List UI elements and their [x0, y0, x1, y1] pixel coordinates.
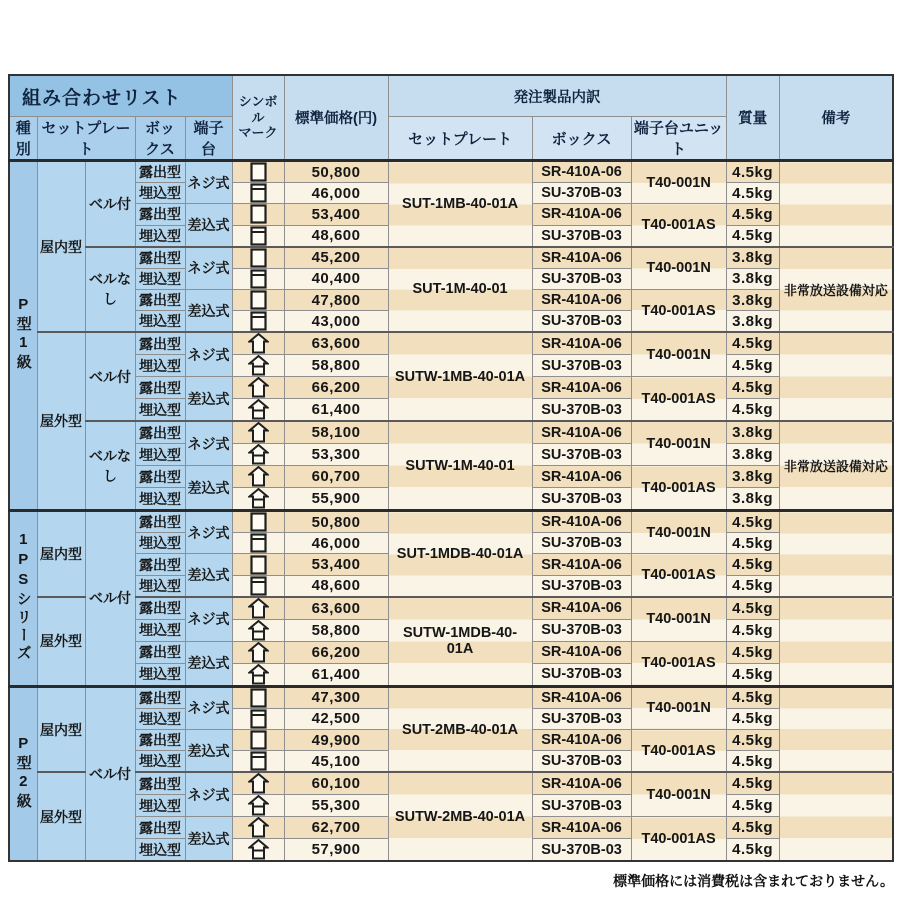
weight-cell: 3.8kg: [726, 421, 779, 444]
terminal-type-cell: ネジ式: [185, 421, 232, 466]
price-cell: 60,100: [284, 772, 388, 795]
box-type-cell: 埋込型: [135, 311, 185, 333]
box-type-cell: 露出型: [135, 554, 185, 575]
box-type-cell: 埋込型: [135, 268, 185, 289]
box-type-cell: 露出型: [135, 466, 185, 488]
box-type-cell: 露出型: [135, 511, 185, 533]
location-cell: 屋外型: [37, 332, 85, 511]
box-type-cell: 埋込型: [135, 619, 185, 641]
order-box-cell: SR-410A-06: [532, 511, 631, 533]
price-cell: 45,100: [284, 751, 388, 773]
house-symbol-icon: [248, 598, 269, 619]
order-box-cell: SR-410A-06: [532, 730, 631, 751]
order-box-cell: SR-410A-06: [532, 686, 631, 708]
price-cell: 46,000: [284, 533, 388, 554]
order-box-cell: SR-410A-06: [532, 772, 631, 795]
price-cell: 55,900: [284, 488, 388, 511]
terminal-type-cell: 差込式: [185, 554, 232, 597]
weight-cell: 3.8kg: [726, 247, 779, 269]
section-type-cell: [9, 686, 37, 861]
symbol-mark-cell: [232, 708, 284, 729]
terminal-type-cell: ネジ式: [185, 511, 232, 554]
symbol-mark-cell: [232, 641, 284, 663]
section-type-label: P型1級: [14, 296, 32, 373]
order-box-cell: SU-370B-03: [532, 355, 631, 377]
order-box-cell: SR-410A-06: [532, 289, 631, 310]
price-cell: 50,800: [284, 161, 388, 183]
price-cell: 61,400: [284, 663, 388, 686]
box-type-cell: 埋込型: [135, 795, 185, 817]
order-set-plate-cell: SUTW-1MB-40-01A: [388, 332, 532, 421]
weight-cell: 4.5kg: [726, 225, 779, 247]
weight-cell: 4.5kg: [726, 641, 779, 663]
weight-cell: 4.5kg: [726, 817, 779, 839]
terminal-unit-cell: T40-001AS: [631, 817, 726, 862]
box-type-cell: 露出型: [135, 817, 185, 839]
weight-cell: 4.5kg: [726, 399, 779, 422]
terminal-unit-cell: T40-001N: [631, 332, 726, 377]
symbol-mark-cell: [232, 225, 284, 247]
box-type-cell: 埋込型: [135, 444, 185, 466]
terminal-unit-cell: T40-001N: [631, 161, 726, 204]
symbol-mark-cell: [232, 183, 284, 204]
square-symbol-icon: [250, 709, 267, 729]
price-cell: 53,400: [284, 554, 388, 575]
square-symbol-icon: [250, 730, 267, 750]
order-box-cell: SR-410A-06: [532, 247, 631, 269]
square-symbol-icon: [250, 226, 267, 246]
symbol-mark-cell: [232, 533, 284, 554]
section-type-label: 1PSシリーズ: [14, 530, 32, 663]
col-header-type: 種別: [9, 117, 37, 161]
weight-cell: 3.8kg: [726, 488, 779, 511]
price-cell: 49,900: [284, 730, 388, 751]
order-box-cell: SU-370B-03: [532, 225, 631, 247]
weight-cell: 4.5kg: [726, 663, 779, 686]
col-header-symbol-mark: [232, 75, 284, 161]
house-symbol-icon: [248, 839, 269, 860]
terminal-unit-cell: T40-001N: [631, 421, 726, 466]
weight-cell: 4.5kg: [726, 772, 779, 795]
weight-cell: 4.5kg: [726, 597, 779, 620]
terminal-unit-cell: T40-001AS: [631, 730, 726, 773]
terminal-unit-cell: T40-001N: [631, 772, 726, 817]
location-cell: 屋外型: [37, 597, 85, 687]
symbol-mark-cell: [232, 399, 284, 422]
symbol-mark-line2: マーク: [238, 125, 278, 141]
symbol-mark-cell: [232, 839, 284, 862]
symbol-mark-cell: [232, 663, 284, 686]
order-box-cell: SU-370B-03: [532, 619, 631, 641]
price-cell: 53,300: [284, 444, 388, 466]
order-box-cell: SR-410A-06: [532, 597, 631, 620]
section-type-cell: [9, 511, 37, 687]
symbol-mark-cell: [232, 247, 284, 269]
weight-cell: 4.5kg: [726, 204, 779, 225]
weight-cell: 4.5kg: [726, 575, 779, 597]
price-cell: 50,800: [284, 511, 388, 533]
house-symbol-icon: [248, 664, 269, 685]
col-header-set-plate: セットプレート: [37, 117, 135, 161]
col-header-box: ボックス: [135, 117, 185, 161]
terminal-type-cell: 差込式: [185, 204, 232, 247]
box-type-cell: 露出型: [135, 204, 185, 225]
bell-cell: ベル付: [85, 161, 135, 247]
box-type-cell: 露出型: [135, 332, 185, 355]
order-set-plate-cell: SUTW-2MB-40-01A: [388, 772, 532, 861]
order-set-plate-cell: SUT-1M-40-01: [388, 247, 532, 333]
order-set-plate-cell: SUTW-1MDB-40-01A: [388, 597, 532, 687]
order-set-plate-cell: SUT-1MB-40-01A: [388, 161, 532, 247]
order-set-plate-cell: SUT-1MDB-40-01A: [388, 511, 532, 597]
order-box-cell: SU-370B-03: [532, 575, 631, 597]
weight-cell: 4.5kg: [726, 751, 779, 773]
weight-cell: 4.5kg: [726, 795, 779, 817]
order-box-cell: SR-410A-06: [532, 421, 631, 444]
weight-cell: 4.5kg: [726, 554, 779, 575]
price-cell: 62,700: [284, 817, 388, 839]
price-cell: 63,600: [284, 332, 388, 355]
symbol-mark-cell: [232, 466, 284, 488]
order-box-cell: SU-370B-03: [532, 444, 631, 466]
terminal-unit-cell: T40-001AS: [631, 289, 726, 332]
order-box-cell: SR-410A-06: [532, 332, 631, 355]
price-cell: 43,000: [284, 311, 388, 333]
remark-cell: [779, 161, 893, 247]
weight-cell: 4.5kg: [726, 161, 779, 183]
price-cell: 42,500: [284, 708, 388, 729]
box-type-cell: 埋込型: [135, 355, 185, 377]
house-symbol-icon: [248, 817, 269, 838]
order-box-cell: SU-370B-03: [532, 795, 631, 817]
house-symbol-icon: [248, 642, 269, 663]
terminal-unit-cell: T40-001AS: [631, 204, 726, 247]
terminal-type-cell: 差込式: [185, 377, 232, 422]
col-header-order-breakdown: 発注製品内訳: [388, 75, 726, 117]
bell-cell: ベル付: [85, 686, 135, 861]
order-box-cell: SU-370B-03: [532, 183, 631, 204]
price-cell: 47,300: [284, 686, 388, 708]
order-box-cell: SU-370B-03: [532, 268, 631, 289]
square-symbol-icon: [250, 533, 267, 553]
symbol-mark-cell: [232, 772, 284, 795]
price-cell: 60,700: [284, 466, 388, 488]
box-type-cell: 露出型: [135, 686, 185, 708]
square-symbol-icon: [250, 290, 267, 310]
square-symbol-icon: [250, 162, 267, 182]
weight-cell: 4.5kg: [726, 619, 779, 641]
box-type-cell: 埋込型: [135, 399, 185, 422]
terminal-type-cell: 差込式: [185, 641, 232, 686]
house-symbol-icon: [248, 488, 269, 509]
order-box-cell: SU-370B-03: [532, 311, 631, 333]
terminal-type-cell: 差込式: [185, 730, 232, 773]
remark-cell: 非常放送設備対応: [779, 247, 893, 333]
weight-cell: 3.8kg: [726, 289, 779, 310]
remark-cell: [779, 686, 893, 772]
col-header-weight: 質量: [726, 75, 779, 161]
terminal-type-cell: ネジ式: [185, 247, 232, 290]
price-cell: 66,200: [284, 377, 388, 399]
box-type-cell: 露出型: [135, 421, 185, 444]
symbol-mark-cell: [232, 751, 284, 773]
order-box-cell: SU-370B-03: [532, 663, 631, 686]
remark-cell: [779, 597, 893, 687]
symbol-mark-cell: [232, 730, 284, 751]
box-type-cell: 露出型: [135, 641, 185, 663]
symbol-mark-cell: [232, 444, 284, 466]
box-type-cell: 露出型: [135, 730, 185, 751]
col-header-price: 標準価格(円): [284, 75, 388, 161]
box-type-cell: 露出型: [135, 247, 185, 269]
remark-cell: [779, 332, 893, 421]
square-symbol-icon: [250, 269, 267, 289]
price-cell: 47,800: [284, 289, 388, 310]
terminal-type-cell: 差込式: [185, 466, 232, 511]
price-cell: 63,600: [284, 597, 388, 620]
weight-cell: 4.5kg: [726, 708, 779, 729]
order-box-cell: SR-410A-06: [532, 204, 631, 225]
weight-cell: 4.5kg: [726, 730, 779, 751]
house-symbol-icon: [248, 333, 269, 354]
square-symbol-icon: [250, 555, 267, 575]
square-symbol-icon: [250, 688, 267, 708]
order-box-cell: SR-410A-06: [532, 641, 631, 663]
box-type-cell: 埋込型: [135, 575, 185, 597]
square-symbol-icon: [250, 751, 267, 771]
symbol-mark-cell: [232, 488, 284, 511]
price-cell: 45,200: [284, 247, 388, 269]
terminal-type-cell: 差込式: [185, 817, 232, 862]
price-cell: 55,300: [284, 795, 388, 817]
box-type-cell: 埋込型: [135, 663, 185, 686]
terminal-unit-cell: T40-001N: [631, 511, 726, 554]
weight-cell: 4.5kg: [726, 533, 779, 554]
symbol-mark-cell: [232, 421, 284, 444]
price-cell: 58,800: [284, 355, 388, 377]
order-set-plate-cell: SUT-2MB-40-01A: [388, 686, 532, 772]
symbol-mark-cell: [232, 268, 284, 289]
terminal-type-cell: ネジ式: [185, 772, 232, 817]
col-header-remarks: 備考: [779, 75, 893, 161]
location-cell: 屋内型: [37, 511, 85, 597]
weight-cell: 4.5kg: [726, 839, 779, 862]
house-symbol-icon: [248, 620, 269, 641]
box-type-cell: 埋込型: [135, 183, 185, 204]
symbol-mark-cell: [232, 289, 284, 310]
square-symbol-icon: [250, 248, 267, 268]
symbol-mark-cell: [232, 355, 284, 377]
price-cell: 48,600: [284, 225, 388, 247]
weight-cell: 4.5kg: [726, 686, 779, 708]
terminal-type-cell: ネジ式: [185, 332, 232, 377]
col-header-order-set-plate: セットプレート: [388, 117, 532, 161]
order-box-cell: SU-370B-03: [532, 399, 631, 422]
box-type-cell: 埋込型: [135, 488, 185, 511]
box-type-cell: 埋込型: [135, 225, 185, 247]
order-box-cell: SR-410A-06: [532, 377, 631, 399]
price-cell: 46,000: [284, 183, 388, 204]
house-symbol-icon: [248, 444, 269, 465]
price-cell: 40,400: [284, 268, 388, 289]
table-title: 組み合わせリスト: [9, 75, 232, 117]
price-cell: 57,900: [284, 839, 388, 862]
location-cell: 屋内型: [37, 161, 85, 333]
square-symbol-icon: [250, 204, 267, 224]
bell-cell: ベルなし: [85, 247, 135, 333]
box-type-cell: 埋込型: [135, 751, 185, 773]
weight-cell: 3.8kg: [726, 311, 779, 333]
order-box-cell: SU-370B-03: [532, 533, 631, 554]
terminal-unit-cell: T40-001AS: [631, 466, 726, 511]
order-box-cell: SU-370B-03: [532, 751, 631, 773]
box-type-cell: 露出型: [135, 161, 185, 183]
box-type-cell: 埋込型: [135, 708, 185, 729]
section-type-cell: [9, 161, 37, 511]
location-cell: 屋外型: [37, 772, 85, 861]
house-symbol-icon: [248, 399, 269, 420]
weight-cell: 4.5kg: [726, 183, 779, 204]
col-header-order-box: ボックス: [532, 117, 631, 161]
house-symbol-icon: [248, 377, 269, 398]
symbol-mark-cell: [232, 377, 284, 399]
house-symbol-icon: [248, 466, 269, 487]
price-cell: 53,400: [284, 204, 388, 225]
symbol-mark-cell: [232, 817, 284, 839]
terminal-type-cell: 差込式: [185, 289, 232, 332]
symbol-mark-cell: [232, 575, 284, 597]
order-box-cell: SR-410A-06: [532, 161, 631, 183]
box-type-cell: 埋込型: [135, 839, 185, 862]
square-symbol-icon: [250, 512, 267, 532]
bell-cell: ベルなし: [85, 421, 135, 511]
terminal-type-cell: ネジ式: [185, 597, 232, 642]
symbol-mark-cell: [232, 332, 284, 355]
col-header-terminal: 端子台: [185, 117, 232, 161]
terminal-unit-cell: T40-001AS: [631, 377, 726, 422]
tax-note: 標準価格には消費税は含まれておりません。: [613, 873, 894, 890]
bell-cell: ベル付: [85, 332, 135, 421]
col-header-order-terminal-unit: 端子台ユニット: [631, 117, 726, 161]
terminal-unit-cell: T40-001N: [631, 597, 726, 642]
remark-cell: [779, 772, 893, 861]
terminal-unit-cell: T40-001AS: [631, 641, 726, 686]
symbol-mark-cell: [232, 597, 284, 620]
square-symbol-icon: [250, 183, 267, 203]
weight-cell: 4.5kg: [726, 511, 779, 533]
house-symbol-icon: [248, 795, 269, 816]
symbol-mark-cell: [232, 511, 284, 533]
terminal-type-cell: ネジ式: [185, 161, 232, 204]
order-box-cell: SU-370B-03: [532, 839, 631, 862]
terminal-unit-cell: T40-001N: [631, 247, 726, 290]
weight-cell: 3.8kg: [726, 444, 779, 466]
symbol-mark-cell: [232, 554, 284, 575]
order-box-cell: SR-410A-06: [532, 554, 631, 575]
box-type-cell: 露出型: [135, 289, 185, 310]
house-symbol-icon: [248, 773, 269, 794]
box-type-cell: 露出型: [135, 772, 185, 795]
house-symbol-icon: [248, 355, 269, 376]
box-type-cell: 露出型: [135, 377, 185, 399]
symbol-mark-cell: [232, 204, 284, 225]
price-cell: 48,600: [284, 575, 388, 597]
symbol-mark-cell: [232, 161, 284, 183]
order-box-cell: SU-370B-03: [532, 488, 631, 511]
weight-cell: 4.5kg: [726, 355, 779, 377]
price-cell: 66,200: [284, 641, 388, 663]
order-set-plate-cell: SUTW-1M-40-01: [388, 421, 532, 511]
combination-list-table: [8, 74, 894, 862]
weight-cell: 3.8kg: [726, 466, 779, 488]
house-symbol-icon: [248, 422, 269, 443]
weight-cell: 3.8kg: [726, 268, 779, 289]
terminal-unit-cell: T40-001N: [631, 686, 726, 729]
section-type-label: P型2級: [14, 734, 32, 811]
box-type-cell: 埋込型: [135, 533, 185, 554]
square-symbol-icon: [250, 576, 267, 596]
order-box-cell: SR-410A-06: [532, 817, 631, 839]
location-cell: 屋内型: [37, 686, 85, 772]
price-cell: 58,100: [284, 421, 388, 444]
terminal-type-cell: ネジ式: [185, 686, 232, 729]
symbol-mark-line1: シンボル: [238, 94, 278, 125]
symbol-mark-cell: [232, 686, 284, 708]
remark-cell: [779, 511, 893, 597]
weight-cell: 4.5kg: [726, 377, 779, 399]
symbol-mark-cell: [232, 311, 284, 333]
order-box-cell: SU-370B-03: [532, 708, 631, 729]
box-type-cell: 露出型: [135, 597, 185, 620]
bell-cell: ベル付: [85, 511, 135, 687]
price-cell: 61,400: [284, 399, 388, 422]
price-cell: 58,800: [284, 619, 388, 641]
symbol-mark-cell: [232, 795, 284, 817]
weight-cell: 4.5kg: [726, 332, 779, 355]
terminal-unit-cell: T40-001AS: [631, 554, 726, 597]
square-symbol-icon: [250, 311, 267, 331]
order-box-cell: SR-410A-06: [532, 466, 631, 488]
symbol-mark-cell: [232, 619, 284, 641]
remark-cell: 非常放送設備対応: [779, 421, 893, 511]
